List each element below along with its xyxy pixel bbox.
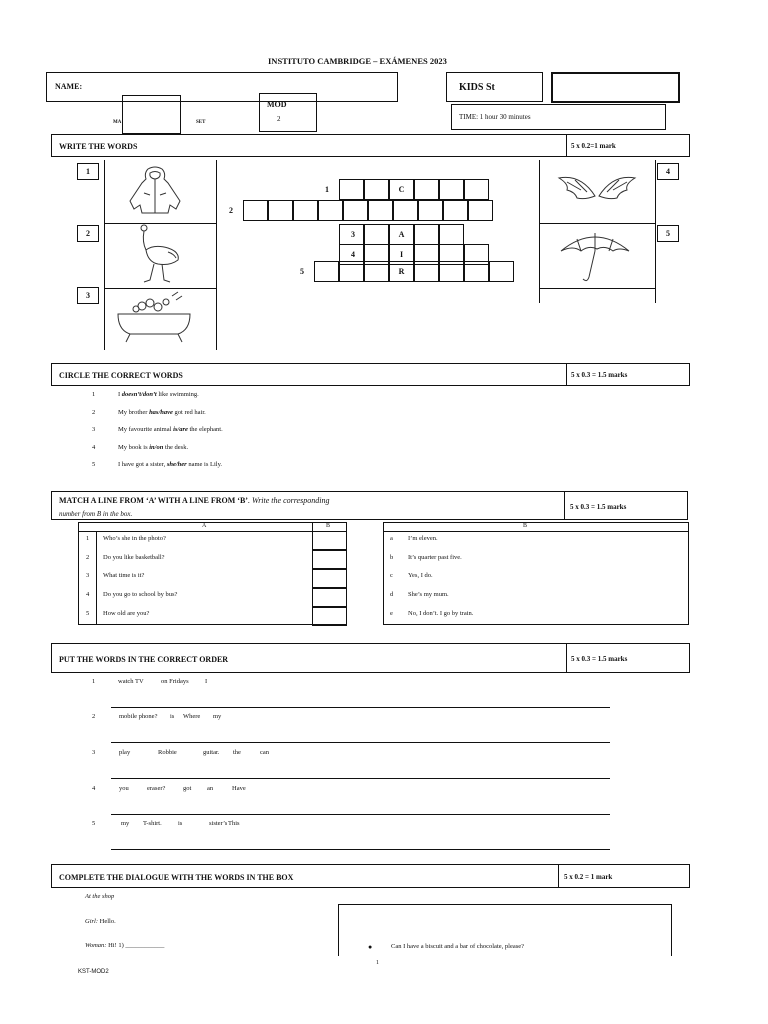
item-sentence bbox=[118, 461, 222, 468]
order-word: T-shirt. bbox=[143, 820, 162, 827]
item-sentence bbox=[118, 409, 206, 416]
item-number: 3 bbox=[92, 426, 96, 433]
item-number: 3 bbox=[86, 572, 90, 579]
section-title bbox=[59, 496, 329, 505]
section-marks: 5 x 0.2=1 mark bbox=[571, 142, 616, 150]
order-word: eraser? bbox=[147, 785, 166, 792]
section-title: COMPLETE THE DIALOGUE WITH THE WORDS IN THE BOX bbox=[59, 873, 294, 882]
section-marks: 5 x 0.3 = 1.5 marks bbox=[571, 371, 628, 379]
jacket-icon bbox=[124, 165, 186, 217]
page-number: 1 bbox=[376, 960, 379, 966]
item-number: 1 bbox=[92, 391, 96, 398]
mark-box[interactable] bbox=[122, 95, 181, 134]
section-marks: 5 x 0.3 = 1.5 marks bbox=[571, 655, 628, 663]
item-answer: It’s quarter past five. bbox=[408, 554, 462, 561]
order-word: play bbox=[119, 749, 131, 756]
ostrich-icon bbox=[124, 222, 186, 286]
crossword-cell[interactable] bbox=[468, 200, 493, 221]
crossword-key-cell[interactable]: I bbox=[389, 244, 414, 265]
level-label: KIDS St bbox=[459, 82, 495, 93]
order-word: can bbox=[260, 749, 270, 756]
sentence-pre: My favourite animal bbox=[118, 426, 174, 433]
sentence-post: got red hair. bbox=[172, 409, 206, 416]
page-title: INSTITUTO CAMBRIDGE – EXÁMENES 2023 bbox=[268, 56, 447, 66]
order-word: This bbox=[228, 820, 240, 827]
answer-line[interactable] bbox=[111, 742, 610, 743]
order-word: mobile phone? bbox=[119, 713, 158, 720]
crossword-cell[interactable] bbox=[243, 200, 268, 221]
crossword-cell[interactable] bbox=[464, 261, 489, 282]
sentence-post: name is Lily. bbox=[186, 461, 223, 468]
mod-label: MOD bbox=[267, 100, 287, 109]
word-options[interactable]: doesn’t/don’t bbox=[121, 391, 157, 398]
item-sentence bbox=[118, 391, 199, 398]
section-title-italic: . Write the corresponding bbox=[247, 496, 330, 505]
word-box-item: Can I have a biscuit and a bar of chocolate, please? bbox=[391, 943, 525, 950]
item-question: Who’s she in the photo? bbox=[103, 535, 166, 542]
word-options[interactable]: she/her bbox=[166, 461, 187, 468]
item-letter: b bbox=[390, 554, 394, 561]
order-word: you bbox=[119, 785, 129, 792]
order-word: sister’s bbox=[209, 820, 228, 827]
crossword-cell[interactable] bbox=[489, 261, 514, 282]
order-word: on Fridays bbox=[161, 678, 189, 685]
crossword-cell[interactable] bbox=[393, 200, 418, 221]
sentence-post: like swimming. bbox=[156, 391, 199, 398]
level-box bbox=[446, 72, 543, 102]
crossword-cell[interactable] bbox=[414, 261, 439, 282]
crossword-cell[interactable] bbox=[414, 224, 439, 245]
crossword-number: 5 bbox=[300, 267, 304, 276]
mod-box bbox=[259, 93, 317, 132]
set-label: SET bbox=[196, 120, 206, 125]
crossword-cell[interactable] bbox=[443, 200, 468, 221]
score-box[interactable] bbox=[551, 72, 680, 103]
mark-label: MA bbox=[113, 120, 122, 125]
line-1-text: Hello. bbox=[98, 918, 116, 925]
name-label: NAME: bbox=[55, 82, 83, 91]
item-letter: d bbox=[390, 591, 394, 598]
crossword-key-cell[interactable]: C bbox=[389, 179, 414, 200]
clue-number-2: 2 bbox=[77, 225, 99, 242]
order-word: Have bbox=[232, 785, 246, 792]
order-word: an bbox=[207, 785, 214, 792]
clue-number-3: 3 bbox=[77, 287, 99, 304]
wings-icon bbox=[555, 170, 639, 214]
crossword-cell[interactable] bbox=[418, 200, 443, 221]
item-answer: I’m eleven. bbox=[408, 535, 438, 542]
order-item-number: 2 bbox=[92, 713, 96, 720]
sentence-pre: My book is bbox=[118, 444, 150, 451]
section-order-header bbox=[51, 643, 690, 673]
footer-code: KST-MOD2 bbox=[78, 969, 109, 975]
crossword-cell[interactable] bbox=[339, 179, 364, 200]
item-letter: a bbox=[390, 535, 393, 542]
item-letter: c bbox=[390, 572, 393, 579]
sentence-pre: I have got a sister, bbox=[118, 461, 167, 468]
sentence-pre: My brother bbox=[118, 409, 150, 416]
answer-box[interactable] bbox=[312, 588, 347, 607]
sentence-post: the desk. bbox=[163, 444, 189, 451]
col-b-header: B bbox=[523, 523, 528, 529]
section-title-line2: number from B in the box. bbox=[59, 510, 133, 518]
crossword-key-cell[interactable]: R bbox=[389, 261, 414, 282]
order-word: got bbox=[183, 785, 192, 792]
order-word: my bbox=[213, 713, 222, 720]
clue-number-4: 4 bbox=[657, 163, 679, 180]
crossword-cell[interactable] bbox=[318, 200, 343, 221]
answer-line[interactable] bbox=[111, 814, 610, 815]
item-question: What time is it? bbox=[103, 572, 145, 579]
crossword-cell[interactable] bbox=[343, 200, 368, 221]
item-number: 4 bbox=[86, 591, 90, 598]
order-word: guitar. bbox=[203, 749, 220, 756]
item-sentence bbox=[118, 426, 223, 433]
section-match-header bbox=[51, 491, 688, 520]
section-dialogue-header bbox=[51, 864, 690, 888]
order-word: Where bbox=[183, 713, 201, 720]
item-question: Do you like basketball? bbox=[103, 554, 165, 561]
order-word: my bbox=[121, 820, 130, 827]
time-label: TIME: 1 hour 30 minutes bbox=[459, 113, 531, 121]
answer-box[interactable] bbox=[312, 550, 347, 569]
crossword-cell[interactable] bbox=[293, 200, 318, 221]
crossword-cell[interactable] bbox=[339, 261, 364, 282]
crossword-cell[interactable] bbox=[464, 179, 489, 200]
crossword-number: 4 bbox=[351, 250, 355, 259]
item-number: 2 bbox=[86, 554, 90, 561]
section-write-words-header bbox=[51, 134, 690, 157]
order-item-number: 5 bbox=[92, 820, 96, 827]
order-word: is bbox=[178, 820, 183, 827]
line-2-text: Hi! 1) ____________ bbox=[106, 942, 165, 949]
item-answer: She’s my mum. bbox=[408, 591, 449, 598]
section-circle-header bbox=[51, 363, 690, 386]
crossword-key-cell[interactable]: A bbox=[389, 224, 414, 245]
section-title: PUT THE WORDS IN THE CORRECT ORDER bbox=[59, 655, 229, 664]
crossword-cell[interactable] bbox=[314, 261, 339, 282]
crossword-cell[interactable] bbox=[364, 224, 389, 245]
name-box bbox=[46, 72, 398, 102]
speaker-girl: Girl: bbox=[85, 918, 98, 925]
sentence-post: the elephant. bbox=[187, 426, 223, 433]
crossword-cell[interactable] bbox=[439, 179, 464, 200]
word-box-bullet: ● bbox=[368, 943, 373, 951]
crossword-cell[interactable] bbox=[439, 224, 464, 245]
crossword-cell[interactable] bbox=[439, 261, 464, 282]
col-a-header: A bbox=[202, 523, 207, 529]
answer-line[interactable] bbox=[111, 849, 610, 850]
order-word: is bbox=[170, 713, 175, 720]
clue-number-5: 5 bbox=[657, 225, 679, 242]
crossword-number: 3 bbox=[351, 230, 355, 239]
answer-box[interactable] bbox=[312, 531, 347, 550]
dialogue-line-1 bbox=[85, 918, 116, 925]
item-number: 1 bbox=[86, 535, 90, 542]
speaker-woman: Woman: bbox=[85, 942, 107, 949]
order-word: I bbox=[205, 678, 208, 685]
order-word: Robbie bbox=[158, 749, 177, 756]
item-letter: e bbox=[390, 610, 393, 617]
item-question: How old are you? bbox=[103, 610, 150, 617]
word-options[interactable]: has/have bbox=[149, 409, 173, 416]
section-marks: 5 x 0.2 = 1 mark bbox=[564, 873, 613, 881]
crossword-cell[interactable] bbox=[368, 200, 393, 221]
mod-value: 2 bbox=[277, 115, 281, 123]
item-number: 4 bbox=[92, 444, 96, 451]
word-options[interactable]: in/on bbox=[149, 444, 164, 451]
crossword-cell[interactable] bbox=[364, 179, 389, 200]
section-title-bold: MATCH A LINE FROM ‘A’ WITH A LINE FROM ‘B’ bbox=[59, 496, 248, 505]
crossword-number: 1 bbox=[325, 185, 329, 194]
dialogue-setting: At the shop bbox=[85, 893, 115, 900]
answer-box[interactable] bbox=[312, 607, 347, 626]
item-number: 5 bbox=[86, 610, 90, 617]
word-options[interactable]: is/are bbox=[173, 426, 188, 433]
order-word: the bbox=[233, 749, 241, 756]
order-item-number: 4 bbox=[92, 785, 96, 792]
item-answer: Yes, I do. bbox=[408, 572, 433, 579]
item-sentence bbox=[118, 444, 188, 451]
item-number: 5 bbox=[92, 461, 96, 468]
item-number: 2 bbox=[92, 409, 96, 416]
dialogue-line-2 bbox=[85, 942, 164, 949]
order-word: watch TV bbox=[118, 678, 144, 685]
answer-box[interactable] bbox=[312, 569, 347, 588]
time-box bbox=[451, 104, 666, 130]
answer-line[interactable] bbox=[111, 707, 610, 708]
section-marks: 5 x 0.3 = 1.5 marks bbox=[570, 503, 627, 511]
item-question: Do you go to school by bus? bbox=[103, 591, 178, 598]
section-title: WRITE THE WORDS bbox=[59, 142, 138, 151]
crossword-number: 2 bbox=[229, 206, 233, 215]
answer-line[interactable] bbox=[111, 778, 610, 779]
sentence-pre: I bbox=[118, 391, 122, 398]
crossword-cell[interactable] bbox=[268, 200, 293, 221]
umbrella-icon bbox=[557, 227, 633, 285]
section-title: CIRCLE THE CORRECT WORDS bbox=[59, 371, 183, 380]
order-item-number: 3 bbox=[92, 749, 96, 756]
order-item-number: 1 bbox=[92, 678, 96, 685]
item-answer: No, I don’t. I go by train. bbox=[408, 610, 474, 617]
bathtub-icon bbox=[112, 290, 196, 346]
clue-number-1: 1 bbox=[77, 163, 99, 180]
col-b-answer-header: B bbox=[326, 523, 331, 529]
crossword-cell[interactable] bbox=[414, 179, 439, 200]
crossword-cell[interactable] bbox=[364, 261, 389, 282]
